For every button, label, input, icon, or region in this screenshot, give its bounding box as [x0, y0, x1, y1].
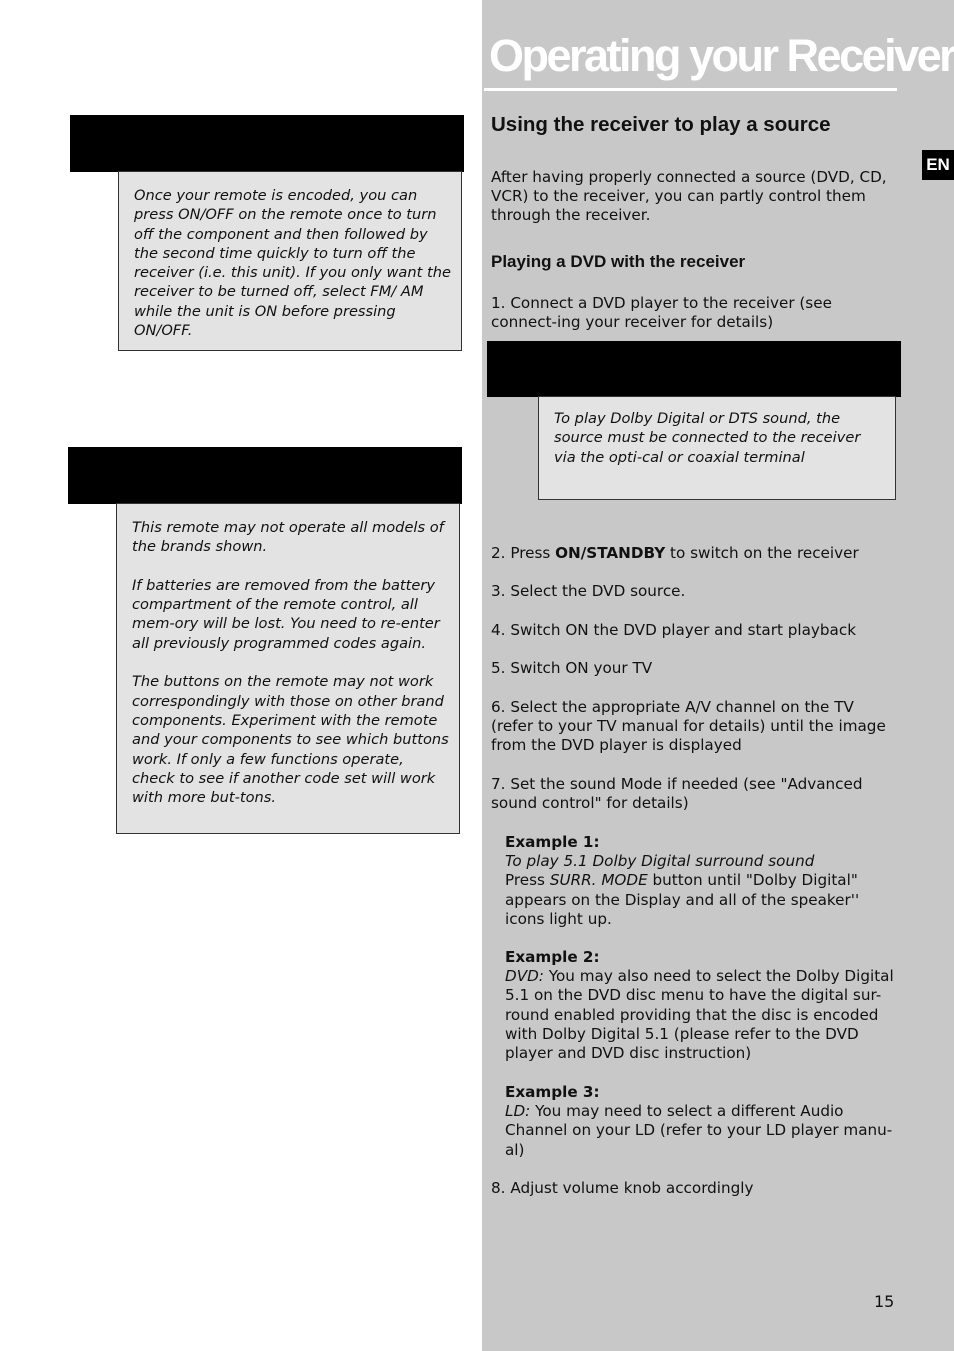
step-3-text: 3. Select the DVD source.	[491, 582, 686, 600]
section-heading: Using the receiver to play a source	[491, 113, 831, 136]
note-text: Once your remote is encoded, you can press ON/OFF on the remote once to turn off the component and then followed by the second time quickly to turn off the receiver (i.e. this unit). If you only want the receiver to be turned off, select FM/ AM while the unit is ON before pressing ON/OFF.	[134, 187, 451, 340]
example-1-title: Example 1:	[505, 833, 600, 851]
note-box-remote-power	[118, 171, 462, 351]
intro-text: After having properly connected a source (DVD, CD, VCR) to the receiver, you can partly control them through the receiver.	[491, 168, 887, 225]
example-2-text: You may also need to select the Dolby Digital 5.1 on the DVD disc menu to have the digital sur-round enabled providing that the disc is encoded with Dolby Digital 5.1 (please refer to the DVD player and DVD disc instruction)	[505, 967, 894, 1063]
step-1-text: 1. Connect a DVD player to the receiver (see connect-ing your receiver for details)	[491, 294, 832, 332]
step-4	[491, 621, 901, 640]
title-underline	[484, 88, 897, 91]
note-box-remote-limitations	[116, 503, 460, 834]
step-2-prefix: 2. Press	[491, 544, 556, 562]
language-tab: EN	[922, 150, 954, 180]
on-standby-key-label: ON/STANDBY	[555, 544, 666, 562]
example-2-title: Example 2:	[505, 948, 600, 966]
page-title: Operating your Receiver	[489, 30, 954, 81]
step-4-text: 4. Switch ON the DVD player and start playback	[491, 621, 857, 639]
note-header-bar-1	[70, 115, 464, 172]
sub-heading-playing-dvd: Playing a DVD with the receiver	[491, 252, 746, 271]
note-header-bar-2	[68, 447, 462, 504]
step-6-text: 6. Select the appropriate A/V channel on the TV (refer to your TV manual for details) until the image from the DVD player is displayed	[491, 698, 886, 755]
note-paragraph: The buttons on the remote may not work correspondingly with those on other brand components. Experiment with the remote and your components to see which buttons work. If only a few functions operate, check to see if another code set will work with more but-tons.	[132, 673, 449, 807]
example-3-text: You may need to select a different Audio Channel on your LD (refer to your LD player manu-al)	[505, 1102, 893, 1159]
example-2	[505, 948, 901, 1063]
step-5-text: 5. Switch ON your TV	[491, 659, 653, 677]
page-number: 15	[874, 1292, 895, 1311]
example-1-subtitle: To play 5.1 Dolby Digital surround sound	[505, 852, 815, 871]
example-3-lead: LD:	[505, 1102, 531, 1121]
note-paragraph: This remote may not operate all models of the brands shown.	[132, 519, 444, 556]
step-8-text: 8. Adjust volume knob accordingly	[491, 1179, 754, 1197]
step-8	[491, 1179, 901, 1198]
example-3	[505, 1083, 897, 1160]
example-1-post: button until "Dolby Digital" appears on the Display and all of the speaker'' icons light up.	[505, 871, 860, 928]
note-box-dolby-dts	[538, 396, 896, 500]
step-5	[491, 659, 901, 678]
example-1	[505, 833, 901, 929]
note-text: To play Dolby Digital or DTS sound, the source must be connected to the receiver via the opti-cal or coaxial terminal	[554, 410, 861, 466]
example-2-lead: DVD:	[505, 967, 544, 986]
example-1-pre: Press	[505, 871, 550, 890]
step-1	[491, 294, 901, 332]
intro-paragraph	[491, 168, 896, 226]
step-6	[491, 698, 896, 756]
example-3-title: Example 3:	[505, 1083, 600, 1101]
surr-mode-button-label: SURR. MODE	[549, 871, 648, 890]
note-header-bar-3	[487, 341, 901, 397]
note-paragraph: If batteries are removed from the battery compartment of the remote control, all mem-ory will be lost. You need to re-enter all previously programmed codes again.	[132, 576, 440, 652]
step-7-text: 7. Set the sound Mode if needed (see "Advanced sound control" for details)	[491, 775, 863, 813]
step-7	[491, 775, 891, 813]
step-2-suffix: to switch on the receiver	[665, 544, 859, 562]
step-3	[491, 582, 901, 601]
step-2	[491, 544, 901, 563]
